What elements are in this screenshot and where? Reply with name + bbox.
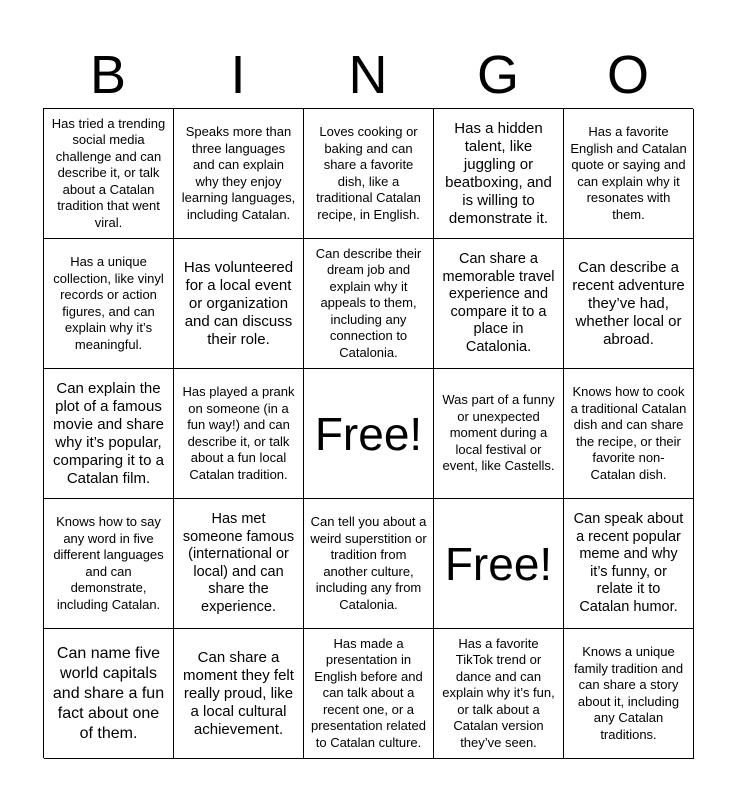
- cell-text: Can describe a recent adventure they’ve had, whether local or abroad.: [572, 258, 685, 348]
- cell-text: Has a hidden talent, like juggling or beatboxing, and is willing to demonstrate it.: [445, 119, 552, 227]
- bingo-cell[interactable]: [44, 629, 174, 759]
- header-letter-g: G: [476, 45, 519, 105]
- cell-text: Has made a presentation in English before and can talk about a recent one, or a presentation related to Catalan culture.: [311, 635, 426, 750]
- cell-text: Knows how to say any word in five different languages and can demonstrate, including Catalan.: [53, 514, 164, 612]
- bingo-cell[interactable]: [304, 109, 434, 239]
- bingo-cell[interactable]: [304, 629, 434, 759]
- cell-text: Has met someone famous (international or local) and can share the experience.: [182, 511, 295, 615]
- bingo-cell[interactable]: [564, 109, 694, 239]
- bingo-cell[interactable]: [564, 239, 694, 369]
- bingo-cell[interactable]: [434, 369, 564, 499]
- cell-text: Has a favorite English and Catalan quote or saying and can explain why it resonates with them.: [570, 124, 687, 222]
- cell-text: Was part of a funny or unexpected moment during a local festival or event, like Castells.: [442, 392, 555, 474]
- free-space-label: Free!: [314, 407, 423, 460]
- cell-text: Knows a unique family tradition and can share a story about it, including any Catalan traditions.: [573, 644, 684, 742]
- header-letter-i: I: [230, 45, 246, 105]
- cell-text: Can explain the plot of a famous movie and share why it’s popular, comparing it to a Catalan film.: [53, 379, 164, 487]
- bingo-cell[interactable]: [44, 109, 174, 239]
- header-letter-n: N: [348, 45, 388, 105]
- cell-text: Can speak about a recent popular meme and why it’s funny, or relate it to Catalan humor.: [573, 511, 684, 615]
- bingo-cell[interactable]: [434, 109, 564, 239]
- cell-text: Has tried a trending social media challenge and can describe it, or talk about a Catalan tradition that went viral.: [51, 115, 166, 230]
- cell-text: Has played a prank on someone (in a fun way!) and can describe it, or talk about a fun local Catalan tradition.: [182, 384, 295, 482]
- cell-text: Has a unique collection, like vinyl records or action figures, and can explain why it’s meaningful.: [53, 254, 164, 352]
- bingo-cell[interactable]: [564, 369, 694, 499]
- bingo-cell[interactable]: [44, 499, 174, 629]
- cell-text: Knows how to cook a traditional Catalan dish and can share the recipe, or their favorite non-Catalan dish.: [570, 384, 687, 482]
- header-letter-b: B: [89, 45, 127, 105]
- free-space-label: Free!: [444, 537, 553, 590]
- cell-text: Can share a moment they felt really proud, like a local cultural achievement.: [183, 648, 294, 738]
- bingo-header: [43, 42, 693, 108]
- free-space-cell[interactable]: [434, 499, 564, 629]
- bingo-cell[interactable]: [564, 499, 694, 629]
- bingo-cell[interactable]: [564, 629, 694, 759]
- bingo-cell[interactable]: [304, 499, 434, 629]
- cell-text: Has a favorite TikTok trend or dance and can explain why it’s fun, or talk about a Catalan version they’ve seen.: [442, 635, 555, 750]
- bingo-cell[interactable]: [174, 499, 304, 629]
- bingo-cell[interactable]: [174, 109, 304, 239]
- cell-text: Loves cooking or baking and can share a favorite dish, like a traditional Catalan recipe, in English.: [316, 124, 421, 222]
- free-space-cell[interactable]: [304, 369, 434, 499]
- bingo-cell[interactable]: [174, 369, 304, 499]
- cell-text: Can tell you about a weird superstition or tradition from another culture, including any from Catalonia.: [310, 514, 427, 612]
- bingo-cell[interactable]: [44, 369, 174, 499]
- bingo-cell[interactable]: [174, 239, 304, 369]
- bingo-cell[interactable]: [174, 629, 304, 759]
- cell-text: Can describe their dream job and explain why it appeals to them, including any connection to Catalonia.: [315, 245, 422, 360]
- bingo-grid: [43, 108, 693, 758]
- header-letter-o: O: [606, 45, 649, 105]
- bingo-cell[interactable]: [434, 629, 564, 759]
- cell-text: Has volunteered for a local event or organization and can discuss their role.: [183, 258, 294, 348]
- bingo-cell[interactable]: [304, 239, 434, 369]
- cell-text: Speaks more than three languages and can explain why they enjoy learning languages, including Catalan.: [181, 124, 296, 222]
- bingo-cell[interactable]: [434, 239, 564, 369]
- bingo-cell[interactable]: [44, 239, 174, 369]
- cell-text: Can name five world capitals and share a fun fact about one of them.: [52, 644, 165, 742]
- cell-text: Can share a memorable travel experience and compare it to a place in Catalonia.: [442, 251, 555, 355]
